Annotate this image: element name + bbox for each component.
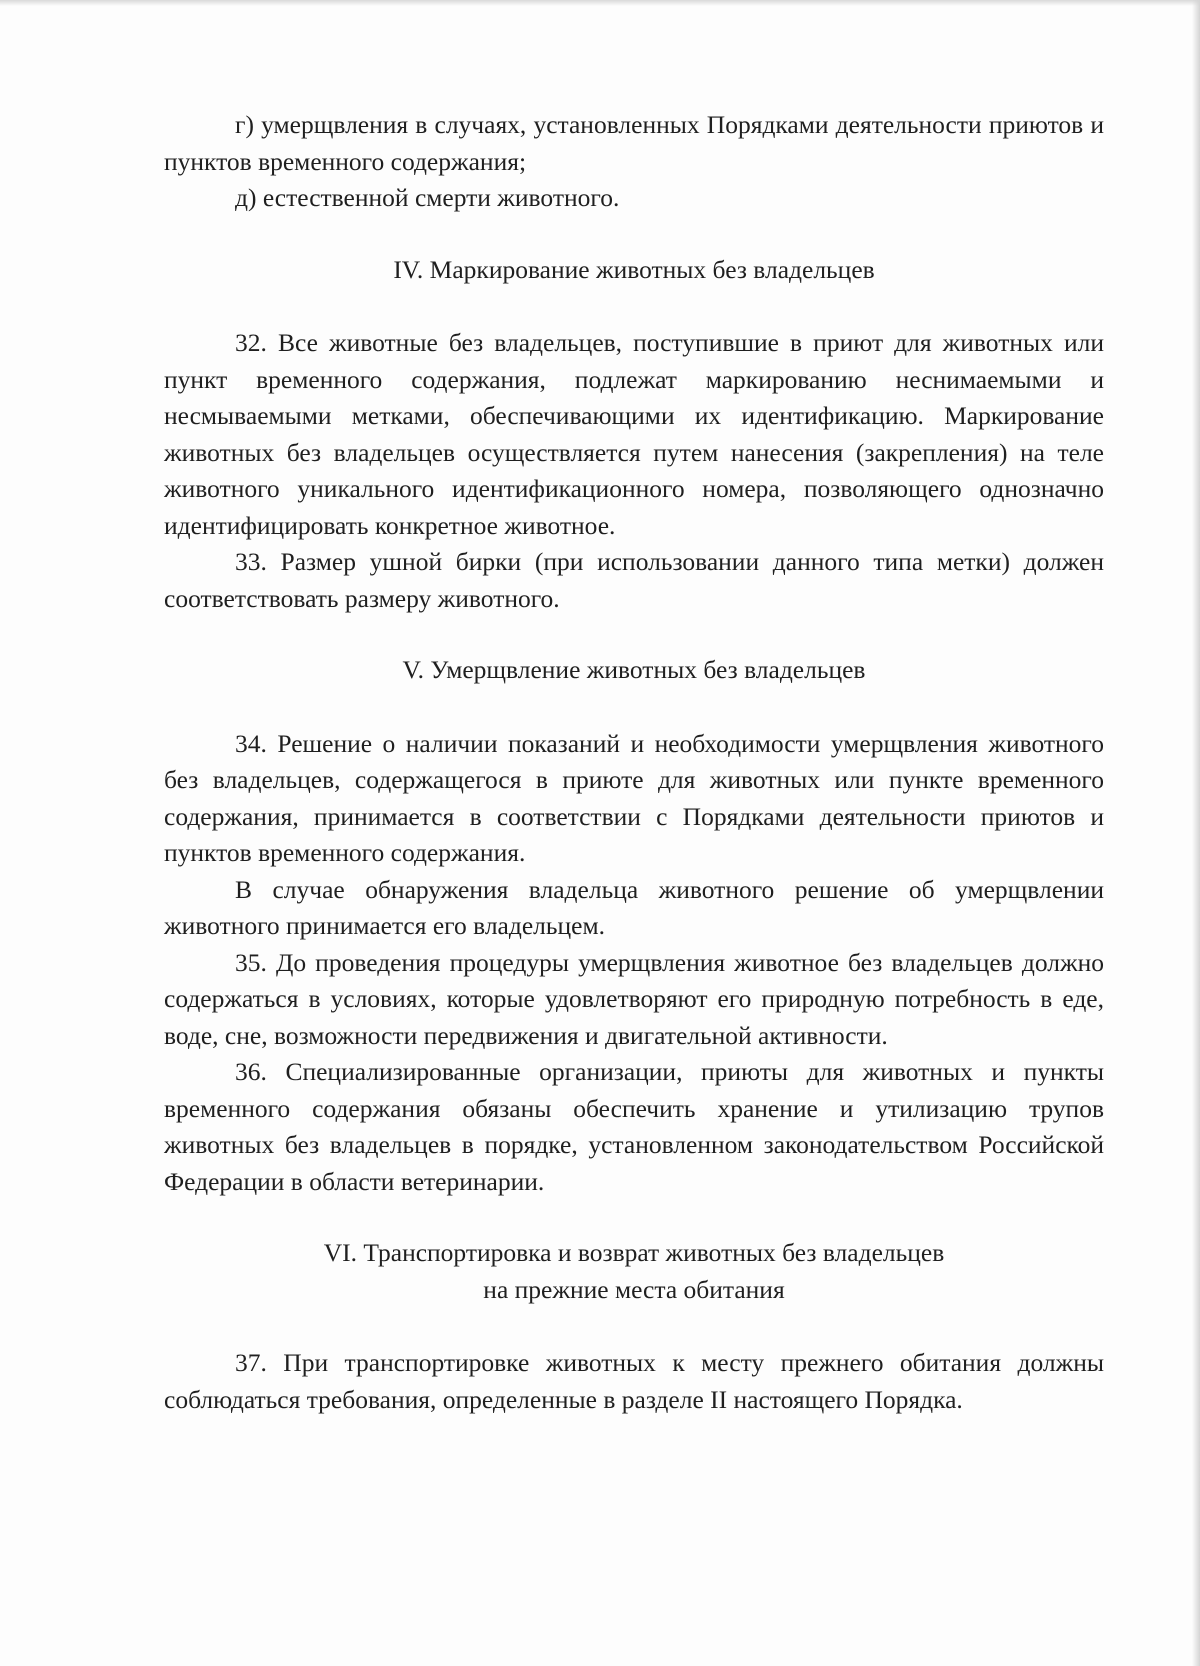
section-4-title: IV. Маркирование животных без владельцев: [393, 254, 875, 284]
paragraph-g: г) умерщвления в случаях, установленных Порядками деятельности приютов и пунктов временного содержания;: [164, 110, 1104, 176]
section-5-title: V. Умерщвление животных без владельцев: [402, 655, 866, 684]
document-body: [164, 107, 1104, 1418]
section-6-title-line-1: VI. Транспортировка и возврат животных без владельцев: [323, 1238, 945, 1267]
paragraph-32: 32. Все животные без владельцев, поступившие в приют для животных или пункт временного содержания, подлежат маркированию неснимаемыми и несмываемыми метками, обеспечивающими их идентификацию. Маркирование животных без владельцев осуществляется путем нанесения (закрепления) на теле животного уникального идентификационного номера, позволяющего однозначно идентифицировать конкретное животное.: [164, 328, 1104, 540]
paragraph-d: д) естественной смерти животного.: [235, 183, 620, 212]
paragraph-36: 36. Специализированные организации, приюты для животных и пункты временного содержания обязаны обеспечить хранение и утилизацию трупов животных без владельцев в порядке, установленном законодательством Российской Федерации в области ветеринарии.: [164, 1057, 1104, 1196]
paragraph-33: 33. Размер ушной бирки (при использовании данного типа метки) должен соответствовать размеру животного.: [164, 547, 1104, 613]
paragraph-35: 35. До проведения процедуры умерщвления животное без владельцев должно содержаться в условиях, которые удовлетворяют его природную потребность в еде, воде, сне, возможности передвижения и двигательной активности.: [164, 947, 1104, 1050]
scan-shadow-right: [1192, 0, 1200, 1666]
paragraph-34-continuation: В случае обнаружения владельца животного решение об умерщвлении животного принимается его владельцем.: [164, 874, 1104, 940]
paragraph-34: 34. Решение о наличии показаний и необходимости умерщвления животного без владельцев, содержащегося в приюте для животных или пункте временного содержания, принимается в соответствии с Порядками деятельности приютов и пунктов временного содержания.: [164, 728, 1104, 867]
paragraph-37: 37. При транспортировке животных к месту прежнего обитания должны соблюдаться требования, определенные в разделе II настоящего Порядка.: [164, 1348, 1104, 1414]
section-6-title-line-2: на прежние места обитания: [483, 1274, 785, 1304]
scan-shadow-top: [0, 0, 1200, 6]
